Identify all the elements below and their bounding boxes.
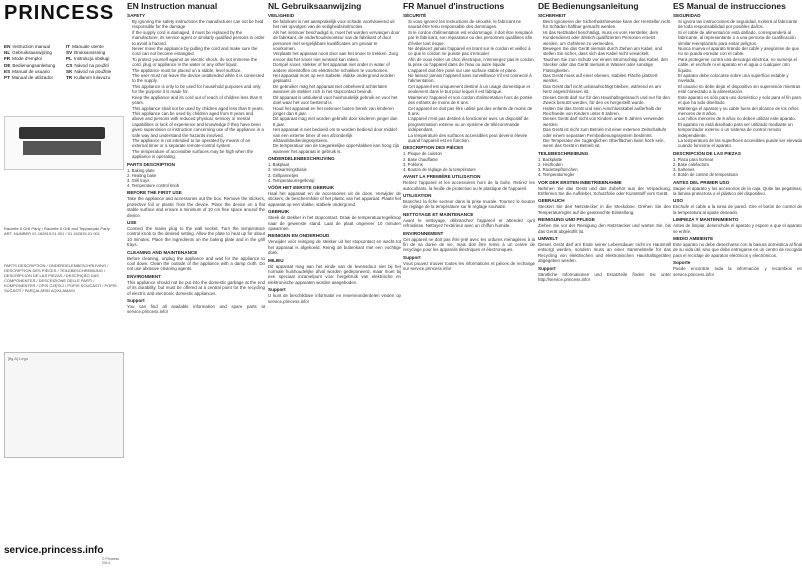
safety-item: • Dieses Gerät darf nur für den Haushaltsgebrauch und nur für den Zweck benutzt werden, für den es hergestellt wurde.: [543, 95, 671, 106]
safety-item: • Los niños menores de 8 años no deben utilizar este aparato.: [678, 116, 802, 121]
part-item: 3. Sartenes: [673, 167, 695, 173]
safety-item: • This appliance shall not be used by children aged less than 8 years. This appliance can be used by children aged from 8 years and above and persons with reduced physical, sensory or mental capabilities or lack of experience and knowledge if they have been given supervision or instruction concerning use of the appliance in a safe way and understand the hazards involved.: [132, 106, 265, 138]
safety-item: • Cet appareil ne doit pas être utilisé par des enfants de moins de 8 ans.: [408, 106, 535, 117]
use-text: Steek de stekker in het stopcontact. Draai de temperatuurregelknop naar de gewenste stand. Laat de plaat ongeveer 10 minuten opwarmen.: [268, 215, 401, 231]
section-title: FR Manuel d'instructions: [403, 1, 505, 11]
cleaning-heading: CLEANING AND MAINTENANCE: [127, 249, 198, 255]
language-code: IT: [66, 44, 71, 49]
language-name: Instrukcja obsługi: [73, 56, 110, 62]
safety-item: • Si ignora las instrucciones de seguridad, eximirá al fabricante de toda responsabilidad por posibles daños.: [678, 19, 802, 30]
support-heading: Support: [127, 298, 145, 304]
safety-item: • Das Gerät darf nicht unbeaufsichtigt bleiben, während es am Netz angeschlossen ist.: [543, 84, 671, 95]
language-name: Gebruiksaanwijzing: [12, 50, 52, 56]
before-use-heading: BEFORE THE FIRST USE: [127, 190, 182, 196]
cleaning-text: Antes de limpiar, desenchufe el aparato y espere a que el aparato se enfríe.: [673, 223, 802, 234]
safety-item: • La température des surfaces accessibles peut devenir élevée quand l'appareil est en fonction.: [408, 133, 535, 144]
language-code: ES: [4, 68, 11, 74]
part-item: 2. Verwarmingsbasis: [268, 167, 307, 173]
part-item: 4. Temperature control knob: [127, 183, 180, 189]
safety-list: [268, 19, 401, 154]
before-use-heading: VOR DER ERSTEN INBETRIEBNAHME: [538, 179, 622, 185]
safety-heading: SICHERHEIT: [538, 13, 566, 18]
safety-item: • L'appareil doit être posé sur une surface stable et plane.: [408, 68, 535, 73]
safety-heading: VEILIGHEID: [268, 13, 295, 18]
support-heading: Support: [538, 265, 556, 271]
language-code: SV: [66, 50, 73, 56]
language-item: [66, 75, 124, 81]
part-item: 1. Bakplaat: [268, 162, 289, 168]
before-use-text: Haal het apparaat en de accessoires uit de doos. Verwijder de stickers, de beschermfolie of het plastic van het apparaat. Plaats het apparaat op een vlakke, stabiele ondergrond.: [268, 190, 401, 207]
safety-item: • De fabrikant is niet aansprakelijk voor schade voortvloeiend uit het niet opvolgen van de veiligheidsinstructies.: [273, 19, 401, 30]
language-item: [4, 75, 62, 81]
safety-item: • Bewegen Sie das Gerät niemals durch Ziehen am Kabel, und stellen Sie sicher, dass sich das Kabel nicht verwickelt.: [543, 46, 671, 57]
support-text: U kunt de beschikbare informatie en reserveonderdelen vinden op service.princess.info!: [268, 293, 401, 304]
safety-item: • By ignoring the safety instructions the manufacturer can not be held responsible for the damage.: [132, 19, 265, 30]
safety-item: • This appliance is only to be used for household purposes and only for the purpose it is made for.: [132, 84, 265, 95]
language-code: EN: [4, 44, 11, 49]
safety-item: • If the supply cord is damaged, it must be replaced by the manufacturer, its service agent or similarly qualified persons in order to avoid a hazard.: [132, 30, 265, 46]
parts-heading: DESCRIPTION DES PIÈCES: [403, 145, 464, 151]
part-item: 4. Temperatuurregelknop: [268, 177, 315, 183]
part-item: 1. Baking plate: [127, 167, 155, 173]
safety-item: • Het apparaat moet op een stabiele, vlakke ondergrond worden geplaatst.: [273, 73, 401, 84]
before-use-heading: VÓÓR HET EERSTE GEBRUIK: [268, 184, 335, 190]
environment-text: This appliance should not be put into the domestic garbage at the end of its durability, but must be offered at a central point for the recycling of electric and electronic domestic appliances.: [127, 279, 265, 296]
safety-item: • Het apparaat is niet bedoeld om te worden bediend door middel van een externe timer of een afzonderlijk afstandsbedieningssysteem.: [273, 127, 401, 143]
support-text: You can find all available information and spare parts at service.princess.info!: [127, 304, 265, 315]
language-code: NL: [4, 50, 11, 56]
language-name: Manuale utente: [72, 44, 104, 49]
cleaning-heading: NETTOYAGE ET MAINTENANCE: [403, 211, 474, 217]
section-title: NL Gebruiksaanwijzing: [268, 1, 362, 11]
parts-reference: PARTS DESCRIPTION / ONDERDELENBESCHRIJVING / DESCRIPTION DES PIÈCES / TEILEBESCHREIBUNG / DESCRIPCIÓN DE LAS PIEZAS / DESCRIÇÃO DAS COMPONENTES / DESCRIZIONE DELLE PARTI / KOMPONENTER / OPIS CZĘŚCI / POPIS SOUČÁSTÍ / POPIS SÚČASTÍ / PARÇALARIN AÇIKLAMASI: [4, 263, 117, 293]
before-use-heading: AVANT LA PREMIÈRE UTILISATION: [403, 174, 481, 180]
section-fr: [403, 0, 535, 575]
safety-item: • Si el cable de alimentación está dañado, corresponderá al fabricante, al representante o a una persona de cualificación similar reemplazarlo para evitar peligros.: [678, 30, 802, 46]
model-numbers: ART. NUMBER 01.162810.01.001 / 01.162815.01.001: [4, 231, 100, 236]
part-item: 4. Temperaturregler: [538, 172, 575, 178]
safety-item: • Afin de vous éviter un choc électrique, n'immergez pas le cordon, la prise ou l'appareil dans de l'eau ou autre liquide.: [408, 57, 535, 68]
part-item: 4. Botón de control de temperatura: [673, 172, 738, 178]
safety-item: • El aparato no está diseñado para ser utilizado mediante un temporizador externo o un sistema de control remoto independiente.: [678, 122, 802, 138]
part-item: 3. Raclettepfännchen: [538, 167, 578, 173]
before-use-heading: ANTES DEL PRIMER USO: [673, 179, 730, 185]
language-list: [4, 44, 124, 81]
cleaning-text: Verwijder vóór reiniging de stekker uit het stopcontact en wacht tot het apparaat is afgekoeld. Reinig de buitenkant met een vochtige doek.: [268, 239, 401, 256]
environment-text: Dit apparaat mag aan het einde van de levensduur niet bij het normale huishoudelijke afval worden gedeponeerd, maar moet bij een speciaal inzamelpunt voor hergebruik van elektrische en elektronische apparaten worden aangeboden.: [268, 263, 401, 285]
section-nl: [268, 0, 401, 575]
safety-item: • Dit apparaat is uitsluitend voor huishoudelijk gebruik en voor het doel waar het voor bestemd is.: [273, 95, 401, 106]
language-name: Manual de usuario: [12, 68, 50, 74]
safety-item: • Das Gerät muss auf einer ebenen, stabilen Fläche platziert werden.: [543, 73, 671, 84]
language-name: Bruksanvisning: [74, 50, 106, 56]
use-text: Branchez la fiche secteur dans la prise murale. Tournez le bouton de réglage de la température sur le réglage souhaité.: [403, 198, 535, 210]
language-code: TR: [66, 75, 73, 81]
parts-heading: TEILEBESCHREIBUNG: [538, 150, 589, 156]
language-name: Manual de utilizador: [11, 75, 53, 81]
safety-item: • L'appareil n'est pas destiné à fonctionner avec un dispositif de programmation externe ou un système de télécommande indépendant.: [408, 116, 535, 132]
safety-item: • Si le cordon d'alimentation est endommagé, il doit être remplacé par le fabricant, son réparateur ou des personnes qualifiées afin d'éviter tout risque.: [408, 30, 535, 46]
model-info: [4, 226, 122, 236]
part-item: 4. Bouton de réglage de la température: [403, 166, 476, 172]
safety-item: • Verplaats het apparaat nooit door aan het snoer te trekken. Zorg ervoor dat het snoer niet verward kan raken.: [273, 51, 401, 62]
environment-heading: MILIEU: [268, 257, 284, 263]
part-item: 3. Poêlons: [403, 161, 423, 167]
safety-item: • Ne déplacez jamais l'appareil en tirant sur le cordon et veillez à ce que le cordon ne puisse pas s'enrouler.: [408, 46, 535, 57]
grill-base-shape: [23, 141, 101, 155]
environment-text: Dieses Gerät darf am Ende seiner Lebensdauer nicht im Hausmüll entsorgt werden, sondern muss an einer Sammelstelle für das Recycling von elektrischen und elektronischen Haushaltsgeräten abgegeben werden.: [538, 242, 671, 264]
safety-item: • To protect yourself against an electric shock, do not immerse the cord, plug or appliance in the water or any other liquid.: [132, 57, 265, 68]
parts-heading: DESCRIPCIÓN DE LAS PIEZAS: [673, 150, 741, 156]
language-code: DE: [4, 62, 11, 68]
part-item: 2. Heating base: [127, 172, 157, 178]
use-heading: USO: [673, 198, 683, 204]
safety-item: • Als het netsnoer beschadigd is, moet het worden vervangen door de fabrikant, de onderhoudsmonteur van de fabrikant of door personen met vergelijkbare kwalificaties om gevaar te voorkomen.: [273, 30, 401, 52]
model-name: Raclette 8 Grill Party / Raclette 8 Grill and Teppanyaki Party: [4, 226, 110, 231]
parts-heading: PARTS DESCRIPTION: [127, 161, 175, 167]
safety-item: • Para protegerse contra una descarga eléctrica, no sumerja el cable, el enchufe ni el aparato en el agua o cualquier otro líquido.: [678, 57, 802, 73]
environment-heading: UMWELT: [538, 236, 558, 241]
environment-text: Cet appareil ne doit pas être jeté avec les ordures ménagères à la fin de sa durée de vie, mais doit être remis à un centre de recyclage pour les appareils électriques et électroniques.: [403, 236, 535, 253]
safety-item: • The temperature of accessible surfaces may be high when the appliance is operating.: [132, 149, 265, 160]
part-item: 1. Backplatte: [538, 156, 563, 162]
safety-item: • Ist das Netzkabel beschädigt, muss es vom Hersteller, dem Kundendienst oder ähnlich qualifizierten Personen ersetzt werden, um Gefahren zu vermeiden.: [543, 30, 671, 46]
use-heading: UTILISATION: [403, 192, 432, 198]
product-image: [4, 116, 124, 170]
safety-item: • Mantenga el aparato y su cable fuera del alcance de los niños menores de 8 años.: [678, 106, 802, 117]
support-text: Puede encontrar toda la información y recambios en service.princess.info!: [673, 266, 802, 277]
section-title: EN Instruction manual: [127, 1, 218, 11]
safety-item: • The appliance must be placed on a stable, level surface.: [132, 68, 265, 73]
website-link[interactable]: service.princess.info: [4, 545, 104, 556]
before-use-text: Retirez l'appareil et les accessoires hors de la boîte. Retirez les autocollants, la feuille de protection ou le plastique de l'appareil.: [403, 180, 535, 191]
safety-item: • De gebruiker mag het apparaat niet onbeheerd achterlaten wanneer de stekker zich in het stopcontact bevindt.: [273, 84, 401, 95]
safety-item: • El aparato debe colocarse sobre una superficie estable y nivelada.: [678, 73, 802, 84]
safety-list: [538, 19, 671, 149]
before-use-text: Nehmen Sie das Gerät und das Zubehör aus der Verpackung. Entfernen Sie die Aufkleber, Schutzfolie oder Kunststoff vom Gerät.: [538, 185, 671, 196]
safety-item: • Houd het apparaat en het netsnoer buiten bereik van kinderen jonger dan 8 jaar.: [273, 106, 401, 117]
safety-item: • Das Gerät ist nicht zum Betrieb mit einer externen Zeitschaltuhr oder einem separaten Fernbedienungssystem bestimmt.: [543, 127, 671, 138]
cleaning-heading: REINIGUNG UND PFLEGE: [538, 217, 595, 223]
part-item: 1. Plaque de cuisson: [403, 151, 442, 157]
safety-heading: SEGURIDAD: [673, 13, 701, 18]
before-use-text: Take the appliance and accessories out the box. Remove the stickers, protective foil or plastic from the device. Place the device on a flat stable surface and ensure a minimum of 10 cm free space around the device.: [127, 196, 265, 218]
section-en: [127, 0, 265, 575]
environment-heading: ENVIRONNEMENT: [403, 230, 444, 236]
environment-text: Este aparato no debe desecharse con la basura doméstica al final de su vida útil, sino que debe entregarse en un centro de recogida para el reciclaje de aparatos eléctricos y electrónicos.: [673, 242, 802, 258]
parts-heading: ONDERDELENBESCHRIJVING: [268, 156, 335, 162]
use-heading: USE: [127, 220, 137, 225]
safety-item: • Dompel snoer, stekker of het apparaat niet onder in water of andere vloeistoffen om elektrische schokken te voorkomen.: [273, 62, 401, 73]
safety-item: • Never move the appliance by pulling the cord and make sure the cord can not become entangled.: [132, 46, 265, 57]
grill-plate-shape: [19, 127, 105, 139]
support-text: Sämtliche Informationen und Ersatzteile finden Sie unter http://service.princess.info!: [538, 271, 671, 283]
language-name: Kullanım kılavuzu: [74, 75, 111, 81]
safety-item: • Dit apparaat mag niet worden gebruikt door kinderen jonger dan 8 jaar.: [273, 116, 401, 127]
safety-item: • The appliance is not intended to be operated by means of an external timer or a separate remote-control system.: [132, 138, 265, 149]
cleaning-text: Before cleaning, unplug the appliance and wait for the appliance to cool down. Clean the outside of the appliance with a damp cloth. Do not use abrasive cleaning agents.: [127, 255, 265, 272]
part-item: 2. Base chauffante: [403, 156, 438, 162]
language-name: Mode d'emploi: [12, 56, 42, 62]
part-item: 2. Base calefactora: [673, 161, 709, 167]
safety-item: • Maintenez l'appareil et son cordon d'alimentation hors de portée des enfants de moins de 8 ans.: [408, 95, 535, 106]
cleaning-heading: LIMPIEZA Y MANTENIMIENTO: [673, 217, 739, 223]
language-name: Návod na použitie: [74, 68, 112, 74]
language-code: FR: [4, 56, 11, 62]
support-heading: Support: [268, 287, 286, 293]
safety-item: • The user must not leave the device unattended while it is connected to the supply.: [132, 73, 265, 84]
safety-item: • Die Temperatur der zugänglichen Oberflächen kann hoch sein, wenn das Gerät in Betrieb ist.: [543, 138, 671, 149]
safety-list: [127, 19, 265, 160]
section-de: [538, 0, 671, 575]
part-item: 1. Placa para hornear: [673, 156, 714, 162]
safety-item: • Keep the appliance and its cord out of reach of children less than 8 years.: [132, 95, 265, 106]
safety-item: • Halten Sie das Gerät und sein Anschlusskabel außerhalb der Reichweite von Kindern unter 8 Jahren.: [543, 106, 671, 117]
safety-item: • De temperatuur van de toegankelijke oppervlakken kan hoog zijn wanneer het apparaat in gebruik is.: [273, 143, 401, 154]
safety-item: • Ne laissez jamais l'appareil sans surveillance s'il est connecté à l'alimentation.: [408, 73, 535, 84]
part-item: 3. Grillpannetjes: [268, 172, 299, 178]
use-text: Enchufe el cable a la toma de pared. Gire el botón de control de la temperatura al ajuste deseado.: [673, 204, 802, 215]
safety-item: • Este aparato es sólo para uso doméstico y solo para el fin para el que ha sido diseñado.: [678, 95, 802, 106]
safety-item: • El usuario no debe dejar el dispositivo sin supervisión mientras esté conectado a la alimentación.: [678, 84, 802, 95]
safety-item: • Tauchen Sie zum Schutz vor einem Stromschlag das Kabel, den Stecker oder das Gerät niemals in Wasser oder sonstige Flüssigkeiten.: [543, 57, 671, 73]
section-title: ES Manual de instrucciones: [673, 1, 786, 11]
print-date: © Princess 2014: [102, 557, 119, 565]
brand-logo: PRINCESS: [4, 2, 115, 24]
safety-heading: SAFETY: [127, 13, 146, 18]
language-code: CS: [66, 62, 73, 68]
section-title: DE Bedienungsanleitung: [538, 1, 639, 11]
safety-item: • Si vous ignorez les instructions de sécurité, le fabricant ne saurait être tenu responsable des dommages.: [408, 19, 535, 30]
diagram-label: [fig A] Lego: [8, 356, 29, 361]
use-heading: GEBRUIK: [268, 209, 290, 215]
language-name: Instruction manual: [12, 44, 50, 49]
language-name: Bedienungsanleitung: [12, 62, 56, 68]
language-code: PT: [4, 75, 10, 81]
cover-column: [0, 0, 125, 575]
part-item: 3. Grill trays: [127, 177, 150, 183]
language-code: SK: [66, 68, 73, 74]
safety-item: • Beim Ignorieren der Sicherheitshinweise kann der Hersteller nicht für Schäden haftbar gemacht werden.: [543, 19, 671, 30]
parts-diagram: [4, 352, 124, 458]
safety-item: • Dieses Gerät darf nicht von Kindern unter 8 Jahren verwendet werden.: [543, 116, 671, 127]
cleaning-heading: REINIGEN EN ONDERHOUD: [268, 233, 330, 239]
safety-heading: SÉCURITÉ: [403, 13, 427, 18]
section-es: [673, 0, 802, 575]
safety-item: • Cet appareil est uniquement destiné à un usage domestique et seulement dans le but pour lequel il est fabriqué.: [408, 84, 535, 95]
cleaning-text: Ziehen Sie vor der Reinigung den Netzstecker und warten Sie, bis das Gerät abgekühlt ist.: [538, 223, 671, 234]
safety-item: • Nunca mueva el aparato tirando del cable y asegúrese de que no se pueda enredar con el cable.: [678, 46, 802, 57]
language-name: Návod na použití: [74, 62, 109, 68]
before-use-text: Saque el aparato y los accesorios de la caja. Quite las pegatinas, la lámina protectora o el plástico del dispositivo.: [673, 185, 802, 196]
support-heading: Soporte: [673, 260, 691, 266]
use-heading: GEBRAUCH: [538, 198, 565, 204]
part-item: 2. Heizboden: [538, 161, 563, 167]
safety-item: • La temperatura de las superficies accesibles puede ser elevada cuando funcione el aparato.: [678, 138, 802, 149]
use-text: Connect the mains plug to the wall socket. Turn the temperature control knob to the desired setting. Allow the plate to heat up for about 10 minutes. Place the ingredients on the baking plate and in the grill trays.: [127, 226, 265, 248]
environment-heading: MEDIO AMBIENTE: [673, 236, 714, 241]
use-text: Stecken Sie den Netzstecker in die Steckdose. Drehen Sie den Temperaturregler auf die gewünschte Einstellung.: [538, 204, 671, 215]
environment-heading: ENVIRONMENT: [127, 273, 161, 279]
support-text: Vous pouvez trouver toutes les informations et pièces de rechange sur service.princess.info!: [403, 260, 535, 272]
safety-list: [673, 19, 802, 149]
language-code: PL: [66, 56, 72, 62]
safety-list: [403, 19, 535, 143]
support-heading: Support: [403, 254, 421, 260]
cleaning-text: Avant le nettoyage, débranchez l'appareil et attendez qu'il refroidisse. Nettoyez l'extérieur avec un chiffon humide.: [403, 217, 535, 229]
